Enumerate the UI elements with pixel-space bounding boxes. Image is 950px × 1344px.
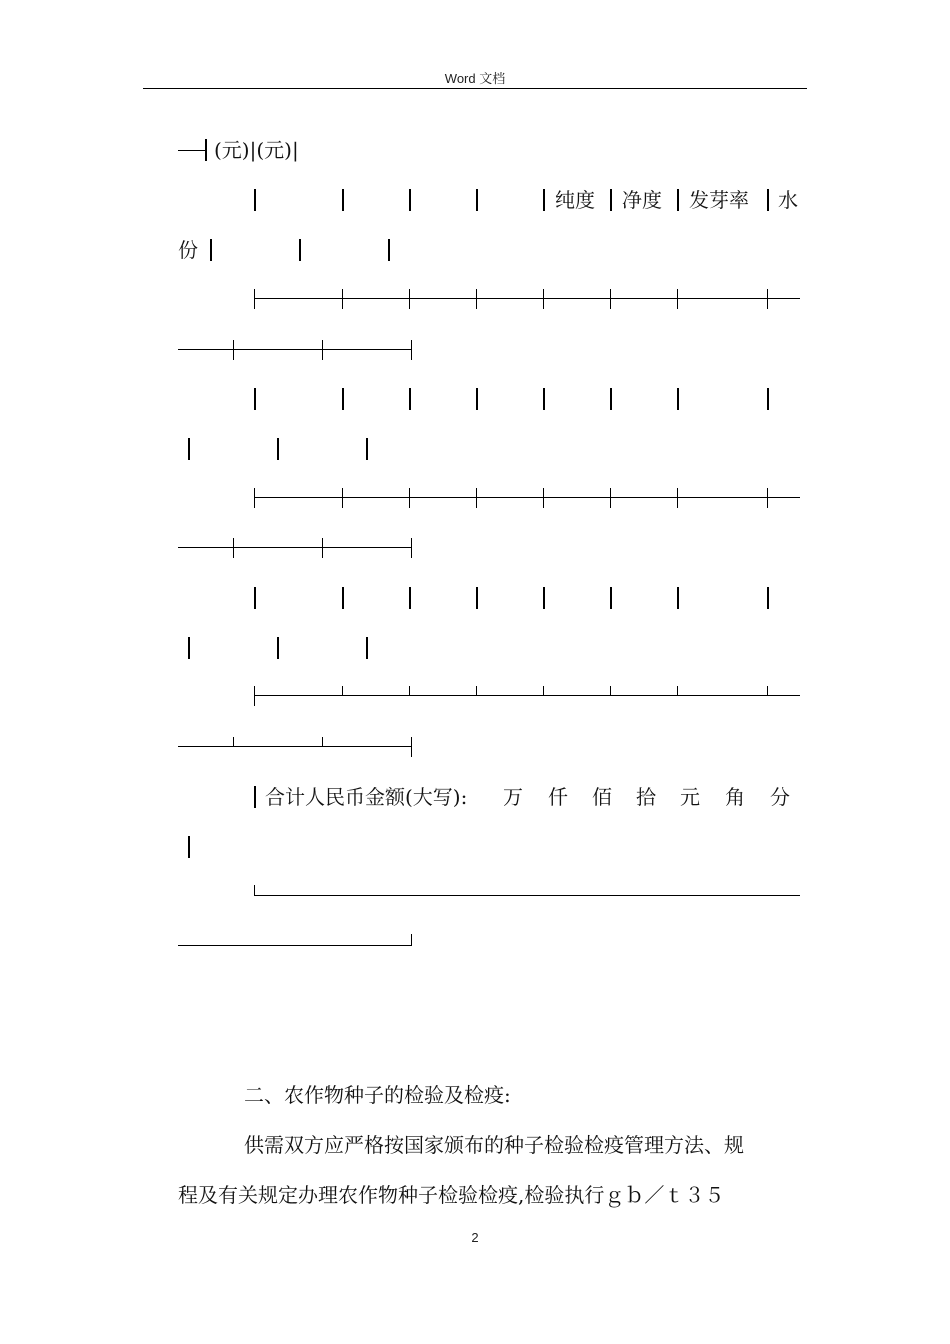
table-tick [342,289,343,309]
table-bar [610,189,612,211]
table-rule [178,746,411,747]
col-header-wrap: 份 [178,238,198,262]
table-tick [767,289,768,309]
table-bar [677,189,679,211]
table-tick [610,289,611,309]
unit-wan: 万 [503,785,523,809]
table-tick [543,488,544,508]
table-bar [767,388,769,410]
table-bar [188,836,190,858]
table-tick [677,686,678,696]
table-tick [233,737,234,747]
table-tick [411,538,412,558]
table-bar [342,388,344,410]
table-tick [677,488,678,508]
table-bar [277,637,279,659]
table-tick [254,289,255,309]
table-bar [205,139,207,161]
table-tick [254,488,255,508]
table-bar [677,388,679,410]
table-tick [543,289,544,309]
table-bar [409,189,411,211]
table-tick [342,686,343,696]
col-header-germination: 发芽率 [689,188,749,212]
unit-qian: 仟 [548,785,568,809]
table-tick [411,737,412,757]
paragraph-line-2: 程及有关规定办理农作物种子检验检疫,检验执行ｇｂ／ｔ３５ [178,1183,725,1207]
header-rule [143,88,807,89]
table-bar [299,239,301,261]
table-tick [476,488,477,508]
total-label: 合计人民币金额(大写): [265,785,468,809]
table-tick [409,686,410,696]
table-rule [178,150,205,151]
table-bar [188,438,190,460]
unit-bai: 佰 [592,785,612,809]
table-bar [767,189,769,211]
table-tick [543,686,544,696]
table-rule [178,349,411,350]
table-tick [476,686,477,696]
table-bar [254,786,256,808]
table-bar [254,189,256,211]
table-bar [409,388,411,410]
table-rule [254,695,800,696]
table-bar [366,438,368,460]
table-bar [342,587,344,609]
table-tick [233,538,234,558]
table-rule [178,945,411,946]
table-bar [366,637,368,659]
paragraph-line-1: 供需双方应严格按国家颁布的种子检验检疫管理方法、规 [244,1133,744,1157]
table-bar [254,388,256,410]
table-bar [543,587,545,609]
table-tick [322,737,323,747]
table-tick [677,289,678,309]
table-rule [254,298,800,299]
col-header-moisture: 水 [778,188,798,212]
table-bar [677,587,679,609]
table-rule [254,895,800,896]
unit-jiao: 角 [725,785,745,809]
table-tick [233,340,234,360]
table-tick [254,885,255,896]
col-header-cleanliness: 净度 [622,188,662,212]
table-tick [409,488,410,508]
table-bar [610,587,612,609]
table-rule [254,497,800,498]
table-tick [409,289,410,309]
table-bar [409,587,411,609]
page-header: Word 文档 [444,71,506,86]
section-title: 二、农作物种子的检验及检疫: [244,1083,511,1107]
table-tick [767,488,768,508]
table-bar [277,438,279,460]
table-bar [476,388,478,410]
table-bar [476,587,478,609]
table-bar [610,388,612,410]
unit-shi: 拾 [636,785,656,809]
table-tick [476,289,477,309]
table-bar [767,587,769,609]
table-tick [322,340,323,360]
table-bar [388,239,390,261]
table-bar [342,189,344,211]
table-bar [188,637,190,659]
col-header-purity: 纯度 [555,188,595,212]
table-bar [476,189,478,211]
table-bar [543,189,545,211]
unit-fen: 分 [770,785,790,809]
table-bar [210,239,212,261]
table-tick [342,488,343,508]
table-bar [543,388,545,410]
table-tick [610,686,611,696]
table-tick [767,686,768,696]
table-bar [254,587,256,609]
table-tick [254,686,255,706]
table-tick [411,934,412,946]
unit-yuan: 元 [680,785,700,809]
table-rule [178,547,411,548]
table-tick [610,488,611,508]
table-tick [322,538,323,558]
page-number: 2 [471,1230,479,1245]
unit-labels: (元)|(元)| [214,138,299,162]
table-tick [411,340,412,360]
